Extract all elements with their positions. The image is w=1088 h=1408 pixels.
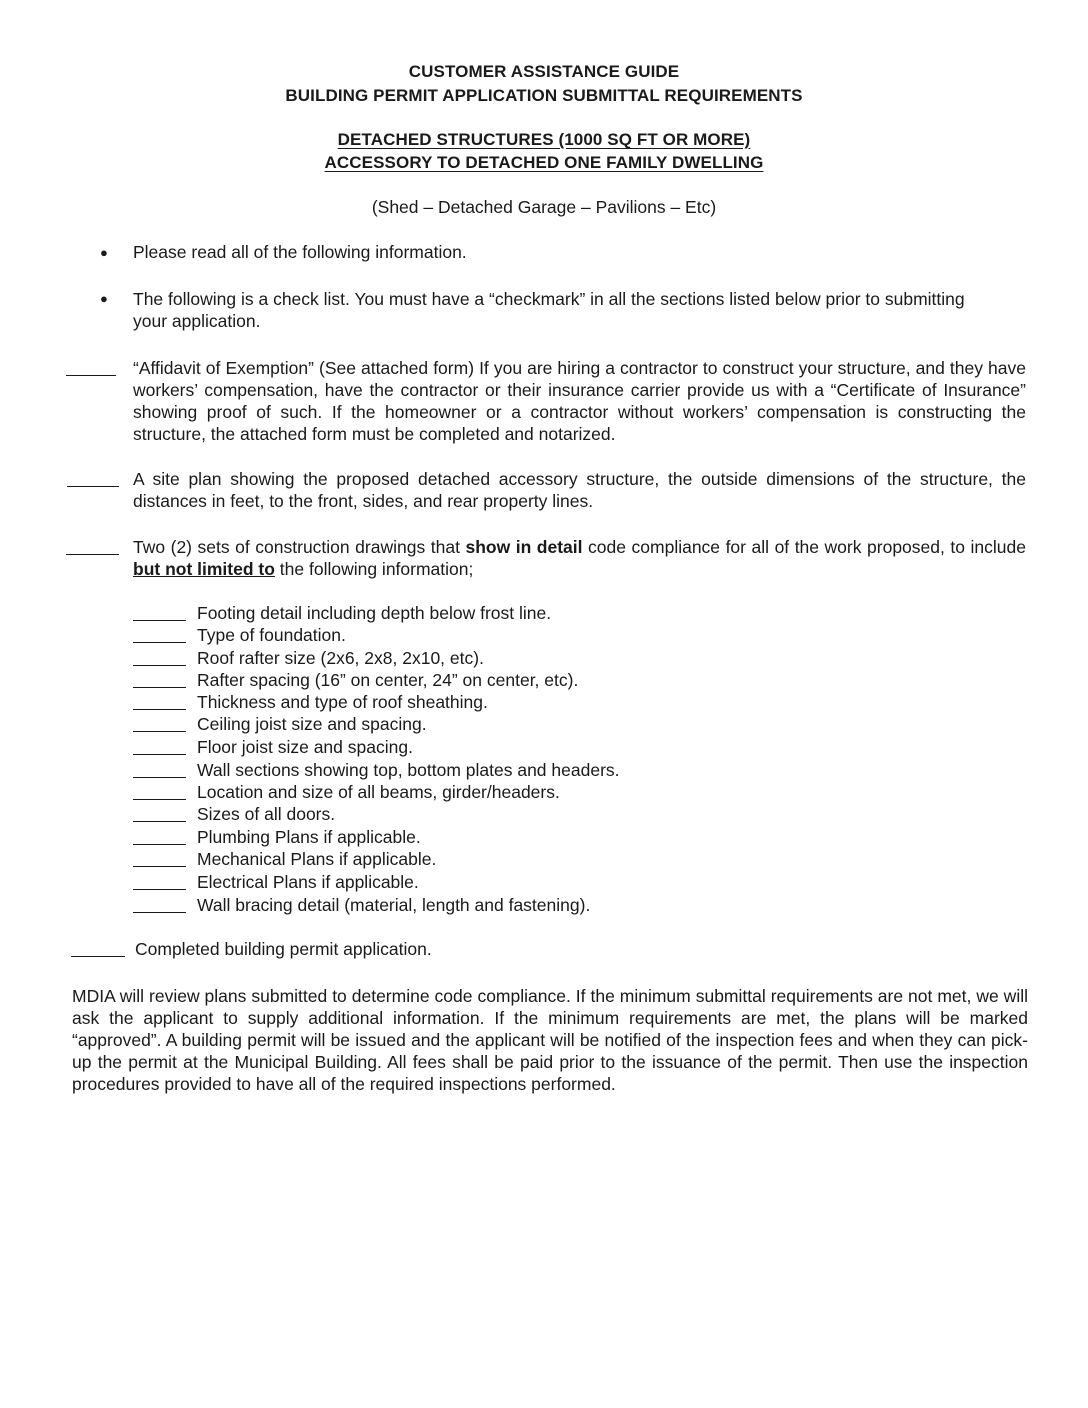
sub-item: Wall bracing detail (material, length and fastening). [197,895,591,915]
bullet-dot: ● [100,245,108,260]
checkbox-blank[interactable] [133,866,186,867]
application-item: Completed building permit application. [135,939,432,959]
drawings-text: the following information; [274,559,474,579]
sub-item: Type of foundation. [197,625,346,645]
drawings-emphasis: show in detail [465,537,583,557]
checkbox-blank[interactable] [133,799,186,800]
checkbox-blank[interactable] [133,709,186,710]
doc-title: CUSTOMER ASSISTANCE GUIDE [408,62,680,81]
checkbox-blank[interactable] [133,754,186,755]
closing-paragraph: MDIA will review plans submitted to determine code compliance. If the minimum submittal requirements are not met, we will ask the applicant to supply additional information. If the minimum requirements are met, the plans will be marked “approved”. A building permit will be issued and the applicant will be notified of the inspection fees and when they can pick-up the permit at the Municipal Building. All fees shall be paid prior to the issuance of the permit. Then use the inspection procedures provided to have all of the required inspections performed. [72,986,1028,1094]
drawings-text: Two (2) sets of construction drawings that [133,537,466,557]
checkbox-blank[interactable] [133,731,186,732]
affidavit-item: “Affidavit of Exemption” (See attached form) If you are hiring a contractor to construct your structure, and they have workers’ compensation, have the contractor or their insurance carrier provide us with a “Certificate of Insurance” showing proof of such. If the homeowner or a contractor without workers’ compensation is constructing the structure, the attached form must be completed and notarized. [133,358,1026,444]
bullet-dot: ● [100,291,108,306]
section-subtitle: ACCESSORY TO DETACHED ONE FAMILY DWELLING [324,153,764,172]
bullet-item: Please read all of the following information. [133,242,467,262]
sub-item: Floor joist size and spacing. [197,737,413,757]
drawings-text: code compliance for all of the work proposed, to include [582,537,1026,557]
checkbox-blank[interactable] [133,642,186,643]
checkbox-blank[interactable] [71,956,125,957]
checkbox-blank[interactable] [133,777,186,778]
checkbox-blank[interactable] [133,912,186,913]
structure-types: (Shed – Detached Garage – Pavilions – Etc) [371,197,717,217]
drawings-item [133,536,1026,580]
sub-item: Footing detail including depth below frost line. [197,603,552,623]
sub-item: Plumbing Plans if applicable. [197,827,421,847]
checkbox-blank[interactable] [133,687,186,688]
sub-item: Wall sections showing top, bottom plates and headers. [197,760,620,780]
checkbox-blank[interactable] [66,554,119,555]
checkbox-blank[interactable] [133,821,186,822]
sub-item: Electrical Plans if applicable. [197,872,419,892]
drawings-emphasis-underline: but not limited to [133,559,275,579]
checkbox-blank[interactable] [133,889,186,890]
doc-subtitle: BUILDING PERMIT APPLICATION SUBMITTAL REQUIREMENTS [285,86,803,105]
sub-item: Mechanical Plans if applicable. [197,849,437,869]
sub-item: Location and size of all beams, girder/headers. [197,782,560,802]
sub-item: Roof rafter size (2x6, 2x8, 2x10, etc). [197,648,484,668]
checkbox-blank[interactable] [133,620,186,621]
sub-item: Rafter spacing (16” on center, 24” on center, etc). [197,670,579,690]
site-plan-item: A site plan showing the proposed detached accessory structure, the outside dimensions of the structure, the distances in feet, to the front, sides, and rear property lines. [133,469,1026,511]
section-title: DETACHED STRUCTURES (1000 SQ FT OR MORE) [337,130,751,149]
sub-item: Ceiling joist size and spacing. [197,714,427,734]
checkbox-blank[interactable] [66,375,116,376]
bullet-item: The following is a check list. You must have a “checkmark” in all the sections listed below prior to submitting your application. [133,289,965,331]
sub-item: Sizes of all doors. [197,804,336,824]
sub-item: Thickness and type of roof sheathing. [197,692,488,712]
checkbox-blank[interactable] [133,844,186,845]
checkbox-blank[interactable] [133,665,186,666]
checkbox-blank[interactable] [67,486,119,487]
